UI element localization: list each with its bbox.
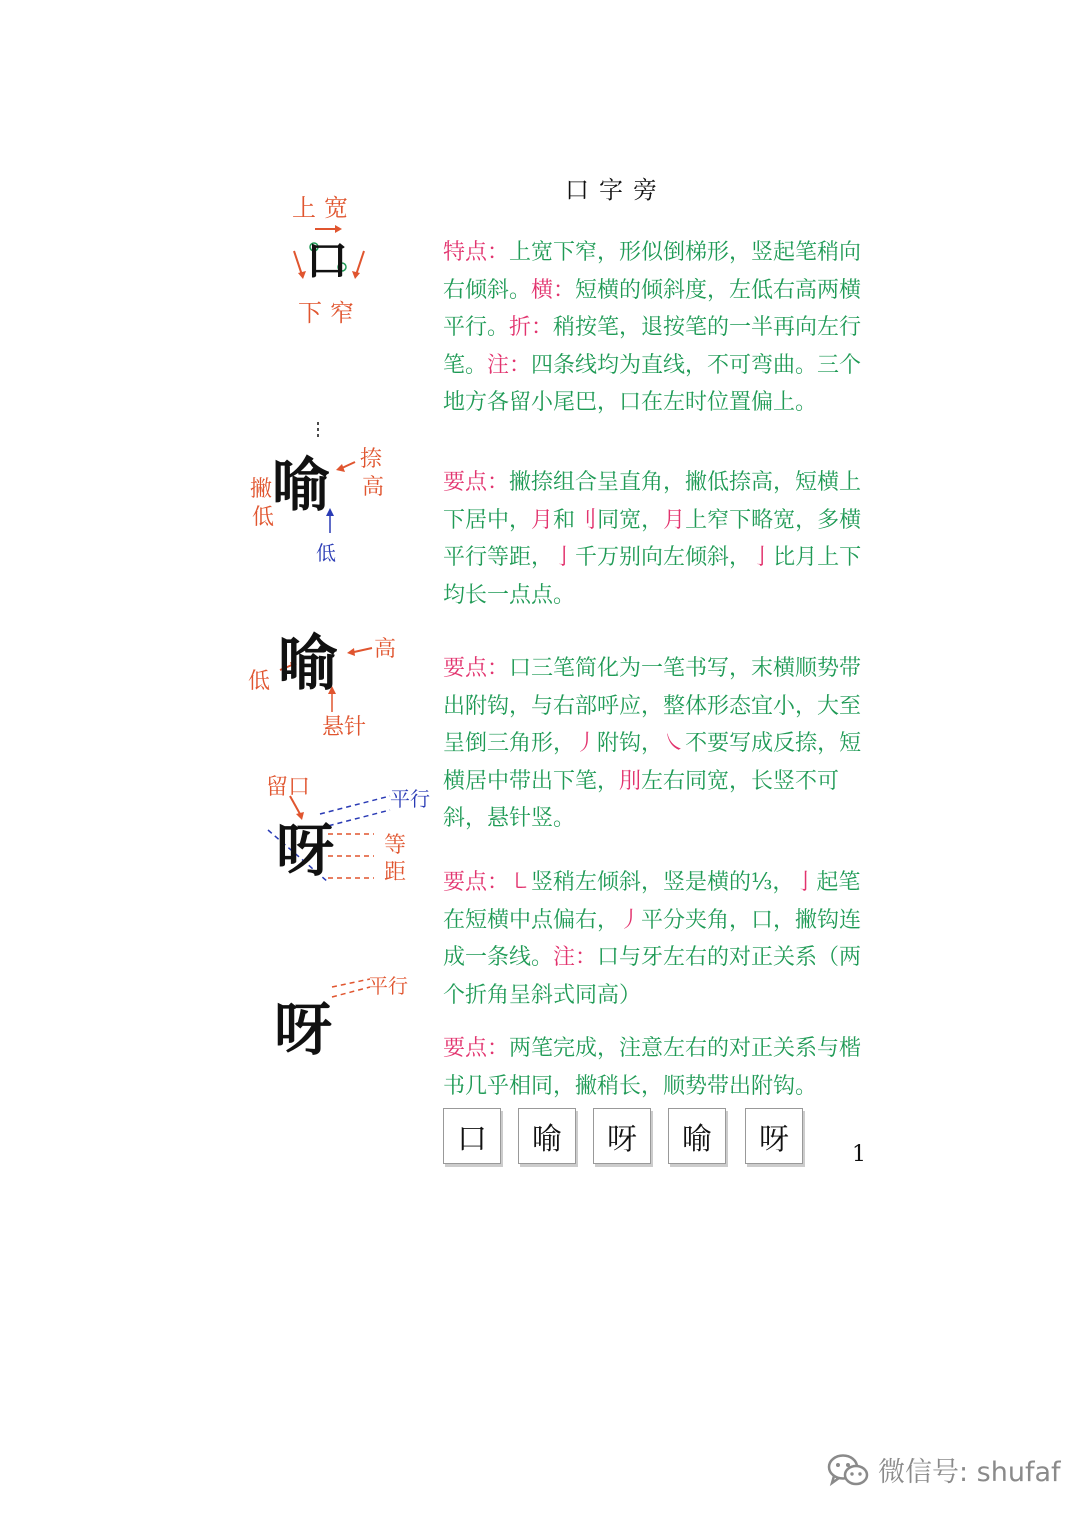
section-key-points-1 (443, 464, 868, 614)
practice-char-box: 喻 (668, 1108, 726, 1164)
char-kou: 口 (306, 236, 349, 285)
annotation-leave-opening: 留口 (266, 775, 311, 800)
section-lead: 要点： (443, 656, 510, 681)
annotation-parallel: 平行 (390, 787, 430, 811)
section-key-points-3 (443, 864, 868, 1014)
section-text: 口三笔简化为一笔书写，末横顺势带出附钩，与右部呼应，整体形态宜小，大至呈倒三角形， (443, 656, 862, 756)
section-keyword: 月 (663, 507, 686, 533)
section-keyword: 折： (509, 315, 554, 340)
annotation-equal: 等 (384, 833, 407, 858)
section-keyword: 月 (531, 507, 554, 533)
section-keyword: 刂 (575, 507, 598, 533)
annotation-na: 捺 (360, 447, 383, 472)
section-keyword: 亅 (794, 870, 817, 895)
annotation-low-left: 低 (252, 505, 275, 530)
section-text: 不要写成反捺，短横居中带出下笔， (443, 731, 862, 794)
char-yu-1: 喻 (272, 451, 331, 519)
section-text: 左右同宽，长竖不可斜，悬针竖。 (443, 768, 840, 831)
section-text: 比月上下均长一点点。 (443, 545, 862, 608)
section-text: 四条线均为直线，不可弯曲。三个地方各留小尾巴，口在左时位置偏上。 (443, 352, 862, 415)
practice-char-box: 呀 (745, 1108, 803, 1164)
watermark-text: 微信号: shufaf (878, 1457, 1061, 1488)
section-text: 千万别向左倾斜， (575, 545, 752, 570)
section-keyword: 丿 (619, 907, 642, 933)
section-keyword: 横： (531, 277, 576, 303)
section-text: 两笔完成，注意左右的对正关系与楷书几乎相同，撇稍长，顺势带出附钩。 (443, 1036, 862, 1099)
page-number: 1 (852, 1142, 866, 1167)
section-keyword: ㇄ (509, 870, 532, 895)
section-keyword: 亅 (553, 545, 576, 570)
char-yu-2: 喻 (278, 629, 338, 699)
section-keyword: 亅 (751, 545, 774, 570)
practice-char-box: 口 (443, 1108, 501, 1164)
annotation-pie: 撇 (250, 477, 273, 502)
char-ya-1: 呀 (276, 816, 335, 884)
wechat-icon (826, 1452, 870, 1488)
annotation-low-bottom: 低 (316, 541, 336, 565)
watermark (826, 1450, 1061, 1489)
section-keyword: 丿 (575, 731, 598, 756)
section-keyword: ㇏ (663, 731, 686, 756)
annotation-distance: 距 (384, 860, 407, 885)
annotation-low: 低 (248, 669, 271, 694)
char-ya-2: 呀 (274, 995, 333, 1063)
practice-char-box: 呀 (593, 1108, 651, 1164)
annotation-parallel: 平行 (368, 974, 408, 998)
section-keyword: 注： (553, 945, 598, 970)
annotation-top-wide: 上宽 (292, 194, 356, 222)
section-text: 平分夹角，口，撇钩连成一条线。 (443, 907, 862, 970)
section-text: 口与牙左右的对正关系（两个折角呈斜式同高） (443, 945, 862, 1008)
section-text: 撇捺组合呈直角，撇低捺高，短横上下居中， (443, 470, 862, 533)
section-text: 和 (553, 507, 576, 533)
annotation-high: 高 (362, 475, 385, 500)
section-features (443, 234, 868, 422)
section-text: 上窄下略宽，多横平行等距， (443, 507, 862, 570)
section-keyword: 刖 (619, 768, 642, 794)
section-text: 起笔在短横中点偏右， (443, 870, 861, 933)
annotation-hanging-needle: 悬针 (322, 715, 367, 740)
section-text: 短横的倾斜度，左低右高两横平行。 (443, 277, 862, 340)
section-text: 同宽， (597, 507, 664, 533)
section-key-points-2 (443, 650, 868, 838)
practice-char-box: 喻 (518, 1108, 576, 1164)
section-keyword: 注： (487, 352, 532, 378)
annotation-high: 高 (374, 637, 397, 662)
section-text: 上宽下窄，形似倒梯形，竖起笔稍向右倾斜。 (443, 240, 862, 303)
page-title: 口字旁 (565, 176, 667, 204)
section-lead: 要点： (443, 470, 510, 495)
section-lead: 要点： (443, 1036, 510, 1061)
section-text: 附钩， (597, 731, 664, 756)
section-lead: 特点： (443, 240, 510, 265)
section-lead: 要点： (443, 870, 510, 895)
section-key-points-4 (443, 1030, 868, 1105)
annotation-bottom-narrow: 下窄 (298, 299, 362, 327)
section-text: 稍按笔，退按笔的一半再向左行笔。 (443, 315, 862, 378)
section-text: 竖稍左倾斜，竖是横的⅓， (531, 870, 795, 895)
